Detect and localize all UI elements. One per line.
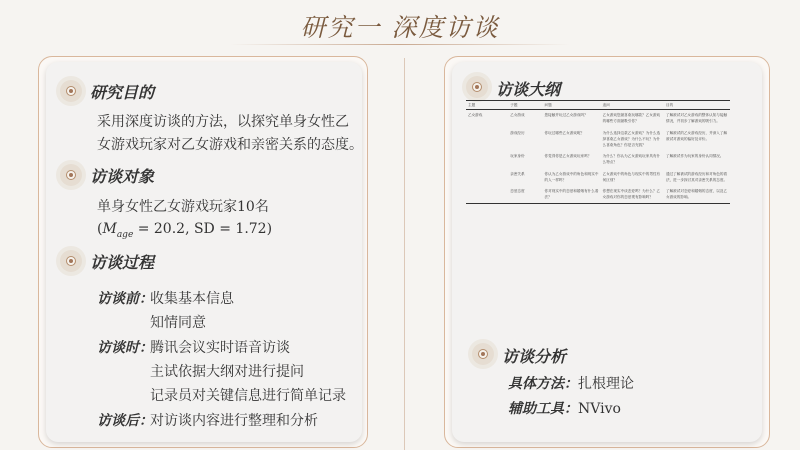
table-cell: 你想在现实中谈恋爱吗？为什么？乙女游戏对你的恋爱观有影响吗？ [601,186,664,204]
interview-outline-table [466,100,730,204]
after-label: 访谈后： [97,413,153,429]
before-item: 知情同意 [150,315,206,331]
table-cell: 你玩过哪些乙女游戏呢？ [544,130,585,135]
table-cell: 乙女游戏 [468,113,483,118]
table-cell: 通过了解被试的游戏经历和对角色的看法，进一步探讨其对亲密关系的态度。 [665,171,728,182]
subjects-line: 单身女性乙女游戏玩家10名 [97,199,269,215]
table-cell [466,186,508,204]
tool-value: NVivo [578,401,621,417]
target-icon [60,250,82,272]
column-header: 问题 [543,101,601,110]
section-title-analysis: 访谈分析 [502,347,567,366]
target-icon [60,80,82,102]
during-item: 记录员对关键信息进行简单记录 [150,388,346,404]
table-cell: 你对现实中的恋爱和婚姻有什么看法？ [543,186,601,204]
table-cell: 恋爱态度 [508,186,542,204]
table-cell [466,151,508,168]
table-cell: 游戏经历 [510,130,525,135]
tool-label: 辅助工具： [508,401,578,417]
during-item: 腾讯会议实时语音访谈 [150,340,290,356]
table-row [466,151,730,168]
page-title: 研究一 深度访谈 [300,13,500,42]
method-label: 具体方法： [508,376,578,392]
column-header: 子题 [508,101,542,110]
stats-m: M [102,221,117,237]
after-item: 对访谈内容进行整理和分析 [150,413,318,429]
stats-subscript: age [116,229,134,240]
subjects-stats [97,221,272,240]
table-cell: 乙女游戏您最喜欢玩哪款？乙女游戏的哪些方面最吸引你？ [602,113,661,124]
table-cell: 了解被试对乙女游戏的整体认知与接触情况，并初步了解游戏的吸引力。 [665,113,728,124]
purpose-line-1: 采用深度访谈的方法，以探究单身女性乙 [97,114,349,130]
section-title-subjects: 访谈对象 [90,167,155,186]
table-cell: 乙女游戏中的角色与现实中的男性有何区别？ [602,171,661,182]
table-cell [466,128,508,152]
stats-rest: = 20.2, SD = 1.72) [133,221,273,237]
table-cell: 亲密关系 [510,171,525,176]
section-title-outline: 访谈大纲 [496,80,561,99]
analysis-tool [508,398,621,418]
method-value: 扎根理论 [578,376,634,392]
during-item: 主试依据大纲对进行提问 [150,364,304,380]
column-header: 追问 [601,101,664,110]
table-cell: 为什么选择这款乙女游戏？为什么选择喜欢乙女游戏？为什么不玩？为什么喜欢角色？你是否充钱？ [602,130,661,148]
target-icon [60,164,82,186]
table-row [466,169,730,186]
target-icon [472,343,494,365]
purpose-line-2: 女游戏玩家对乙女游戏和亲密关系的态度。 [97,137,363,153]
table-cell [466,169,508,186]
table-cell: 了解被试的乙女游戏经历，并深入了解被试对游戏的偏好及评价。 [665,130,728,141]
target-icon [466,76,488,98]
table-cell: 你认为乙女游戏中的角色和现实中的人一样吗？ [544,171,599,182]
table-cell: 乙女游戏 [510,113,525,118]
section-title-purpose: 研究目的 [90,83,155,102]
analysis-method [508,373,634,393]
table-header-row [466,101,730,110]
section-title-process: 访谈过程 [90,253,155,272]
table-row [466,186,730,204]
column-header: 目的 [664,101,730,110]
title-underline [230,44,570,45]
during-label: 访谈时： [97,340,153,356]
table-cell: 了解被试对恋爱和婚姻的态度，以及乙女游戏的影响。 [664,186,730,204]
column-header: 主题 [466,101,508,110]
table-row [466,110,730,128]
before-label: 访谈前： [97,291,153,307]
table-cell: 玩家身份 [510,154,525,159]
table-cell: 为什么？你认为乙女游戏玩家具有什么特点？ [602,154,661,165]
table-cell: 了解被试作为玩家的身份认同情况。 [665,154,724,159]
table-row [466,128,730,152]
table-cell: 您接触并玩过乙女游戏吗？ [544,113,588,118]
center-divider [404,58,405,450]
stats-open: ( [97,221,103,237]
table-cell: 你觉得你是乙女游戏玩家吗？ [544,154,592,159]
before-item: 收集基本信息 [150,291,234,307]
